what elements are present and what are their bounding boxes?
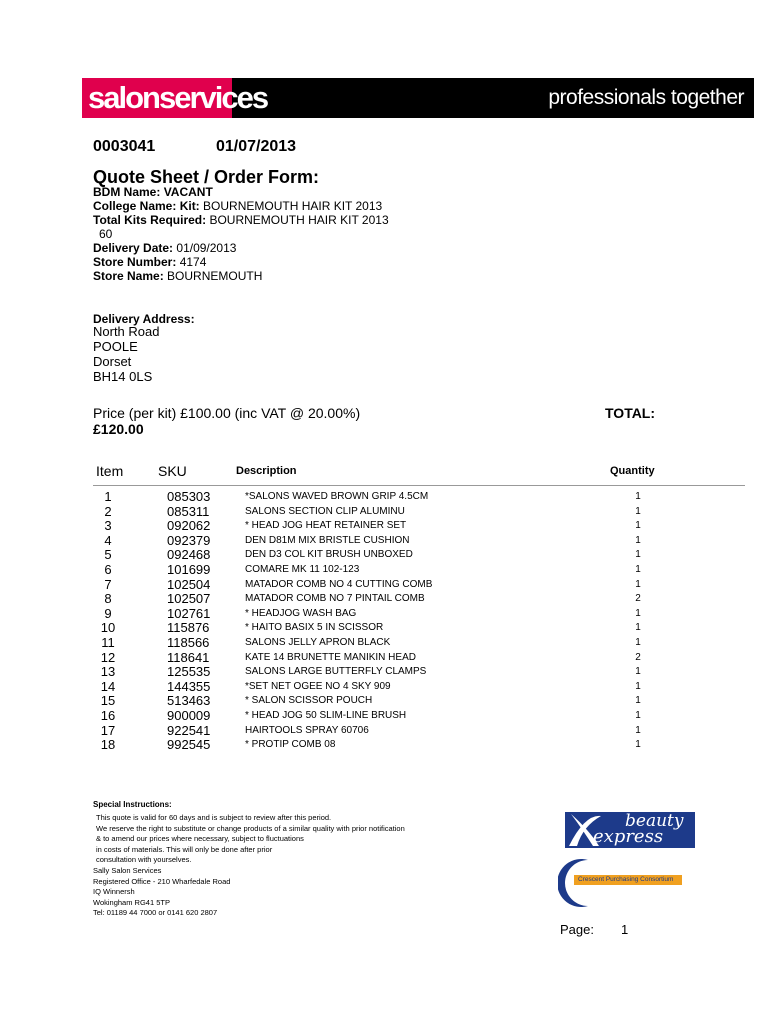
table-row	[0, 708, 770, 723]
beauty-logo-line2: express	[593, 826, 664, 847]
description-cell: * SALON SCISSOR POUCH	[245, 695, 373, 707]
sku-cell: 922541	[167, 722, 211, 738]
beauty-logo-line1: beauty	[625, 811, 684, 831]
sku-cell: 092468	[167, 547, 211, 563]
description-cell: DEN D81M MIX BRISTLE CUSHION	[245, 534, 410, 546]
quantity-cell: 1	[635, 710, 641, 721]
quantity-cell: 1	[635, 578, 641, 590]
description-cell: *SET NET OGEE NO 4 SKY 909	[245, 680, 391, 692]
description-cell: * HAITO BASIX 5 IN SCISSOR	[245, 622, 384, 634]
store-name-value: BOURNEMOUTH	[167, 269, 263, 283]
item-cell: 3	[104, 518, 112, 534]
instruction-line: & to amend our prices where necessary, subject to fluctuations	[96, 834, 304, 844]
instruction-line: This quote is valid for 60 days and is subject to review after this period.	[96, 813, 332, 822]
table-row	[0, 679, 770, 694]
store-number-label: Store Number:	[93, 255, 177, 269]
table-row	[0, 650, 770, 665]
sku-cell: 118566	[167, 635, 210, 650]
table-row	[0, 664, 770, 679]
item-cell: 1	[104, 489, 112, 504]
item-cell: 14	[100, 678, 116, 694]
delivery-date-line	[93, 241, 236, 256]
store-name-label: Store Name:	[93, 269, 164, 283]
crescent-logo-text: Crescent Purchasing Consortium	[578, 876, 674, 883]
description-cell: HAIRTOOLS SPRAY 60706	[245, 724, 369, 736]
quantity-cell: 1	[635, 695, 641, 707]
quote-number: 0003041	[93, 138, 156, 155]
quantity-cell: 1	[635, 491, 641, 502]
delivery-address-label: Delivery Address:	[93, 312, 195, 326]
quantity-cell: 2	[635, 651, 641, 663]
table-row	[0, 533, 770, 548]
logo-text: salonservices	[88, 80, 268, 115]
company-line: Sally Salon Services	[93, 866, 162, 875]
quantity-cell: 1	[635, 622, 641, 634]
description-cell: * PROTIP COMB 08	[245, 739, 336, 751]
instructions-block	[96, 813, 405, 866]
page-number: 1	[621, 922, 629, 937]
tagline: professionals together	[548, 86, 744, 109]
header-banner	[82, 78, 754, 118]
table-row	[0, 518, 770, 533]
kits-count: 60	[99, 227, 113, 241]
description-cell: MATADOR COMB NO 4 CUTTING COMB	[245, 578, 433, 590]
description-cell: SALONS SECTION CLIP ALUMINU	[245, 505, 405, 517]
delivery-date-label: Delivery Date:	[93, 241, 174, 255]
item-cell: 2	[104, 503, 112, 519]
quote-date: 01/07/2013	[216, 138, 297, 155]
table-row	[0, 635, 770, 650]
table-row	[0, 562, 770, 577]
salonservices-logo	[82, 78, 268, 118]
quantity-cell: 2	[635, 593, 641, 605]
sku-cell: 102761	[167, 605, 211, 621]
item-cell: 16	[100, 708, 116, 723]
bdm-label: BDM Name:	[93, 185, 161, 199]
total-value: £120.00	[93, 421, 144, 437]
company-line: IQ Winnersh	[93, 887, 135, 897]
address-line: POOLE	[93, 339, 138, 354]
company-block	[93, 866, 230, 919]
bdm-value: VACANT	[163, 185, 213, 199]
item-cell: 8	[104, 591, 112, 607]
table-row	[0, 547, 770, 562]
quantity-cell: 1	[635, 724, 641, 736]
sku-cell: 092379	[167, 532, 211, 548]
table-row	[0, 606, 770, 621]
description-cell: SALONS LARGE BUTTERFLY CLAMPS	[245, 666, 427, 678]
beauty-express-logo	[565, 812, 695, 848]
quantity-cell: 1	[635, 534, 641, 546]
item-cell: 18	[100, 737, 116, 753]
header-item: Item	[96, 463, 124, 479]
item-cell: 10	[100, 620, 116, 636]
college-line	[93, 199, 382, 214]
table-row	[0, 591, 770, 606]
store-number-value: 4174	[179, 255, 207, 269]
crescent-logo	[558, 858, 684, 908]
table-row	[0, 504, 770, 519]
company-line: Wokingham RG41 5TP	[93, 897, 170, 907]
address-line: North Road	[93, 324, 160, 339]
table-row	[0, 577, 770, 592]
quantity-cell: 1	[635, 666, 641, 678]
store-name-line	[93, 269, 262, 284]
description-cell: COMARE MK 11 102-123	[245, 564, 360, 575]
item-cell: 5	[104, 547, 112, 563]
table-row	[0, 723, 770, 738]
sku-cell: 900009	[167, 708, 211, 723]
description-cell: * HEAD JOG 50 SLIM-LINE BRUSH	[245, 710, 407, 721]
kits-line	[93, 213, 389, 228]
sku-cell: 992545	[167, 737, 211, 753]
header-quantity: Quantity	[610, 465, 655, 477]
address-line: BH14 0LS	[93, 369, 153, 384]
header-description: Description	[236, 465, 297, 477]
sku-cell: 125535	[167, 664, 211, 680]
item-cell: 15	[100, 693, 116, 709]
item-cell: 11	[101, 635, 115, 650]
quantity-cell: 1	[635, 520, 641, 532]
instruction-line: We reserve the right to substitute or change products of a similar quality with prior notification	[96, 823, 405, 833]
delivery-date-value: 01/09/2013	[176, 241, 237, 255]
address-line: Dorset	[93, 354, 132, 369]
description-cell: * HEADJOG WASH BAG	[245, 607, 357, 619]
description-cell: *SALONS WAVED BROWN GRIP 4.5CM	[245, 491, 429, 502]
description-cell: MATADOR COMB NO 7 PINTAIL COMB	[245, 593, 425, 605]
company-line: Registered Office - 210 Wharfedale Road	[93, 876, 231, 886]
quantity-cell: 1	[635, 680, 641, 692]
college-value: BOURNEMOUTH HAIR KIT 2013	[203, 199, 383, 213]
sku-cell: 144355	[167, 678, 211, 694]
total-label: TOTAL:	[605, 405, 656, 421]
sku-cell: 085311	[167, 503, 210, 519]
page-label: Page:	[560, 922, 594, 937]
header-sku: SKU	[158, 463, 187, 479]
instruction-line: in costs of materials. This will only be done after prior	[96, 844, 273, 854]
item-cell: 17	[100, 722, 116, 738]
item-cell: 4	[104, 532, 112, 548]
item-cell: 6	[104, 562, 112, 577]
quantity-cell: 1	[635, 739, 641, 751]
description-cell: SALONS JELLY APRON BLACK	[245, 637, 391, 648]
page-title: Quote Sheet / Order Form:	[93, 167, 320, 187]
description-cell: DEN D3 COL KIT BRUSH UNBOXED	[245, 549, 413, 561]
company-line: Tel: 01189 44 7000 or 0141 620 2807	[93, 908, 218, 918]
sku-cell: 101699	[167, 562, 211, 577]
item-cell: 7	[104, 576, 112, 592]
sku-cell: 092062	[167, 518, 211, 534]
items-table	[0, 489, 770, 754]
sku-cell: 115876	[167, 620, 210, 636]
bdm-line	[93, 185, 213, 200]
table-row	[0, 620, 770, 635]
sku-cell: 513463	[167, 693, 211, 709]
quantity-cell: 1	[635, 505, 641, 517]
crescent-icon	[558, 858, 684, 908]
quantity-cell: 1	[635, 637, 641, 648]
description-cell: * HEAD JOG HEAT RETAINER SET	[245, 520, 407, 532]
table-row	[0, 737, 770, 752]
item-cell: 9	[104, 605, 112, 621]
quantity-cell: 1	[635, 549, 641, 561]
item-cell: 13	[100, 664, 116, 680]
description-cell: KATE 14 BRUNETTE MANIKIN HEAD	[245, 651, 416, 663]
special-instructions-label: Special Instructions:	[93, 800, 172, 809]
quantity-cell: 1	[635, 607, 641, 619]
sku-cell: 118641	[167, 649, 210, 665]
item-cell: 12	[100, 649, 116, 665]
quantity-cell: 1	[635, 564, 641, 575]
sku-cell: 085303	[167, 489, 211, 504]
store-number-line	[93, 255, 206, 270]
kits-value: BOURNEMOUTH HAIR KIT 2013	[209, 213, 389, 227]
table-row	[0, 489, 770, 504]
sku-cell: 102504	[167, 576, 211, 592]
instruction-line: consultation with yourselves.	[96, 855, 192, 865]
header-divider	[93, 485, 745, 486]
sku-cell: 102507	[167, 591, 211, 607]
table-row	[0, 693, 770, 708]
price-text: Price (per kit) £100.00 (inc VAT @ 20.00%)	[93, 405, 361, 421]
kits-label: Total Kits Required:	[93, 213, 207, 227]
college-label: College Name: Kit:	[93, 199, 200, 213]
